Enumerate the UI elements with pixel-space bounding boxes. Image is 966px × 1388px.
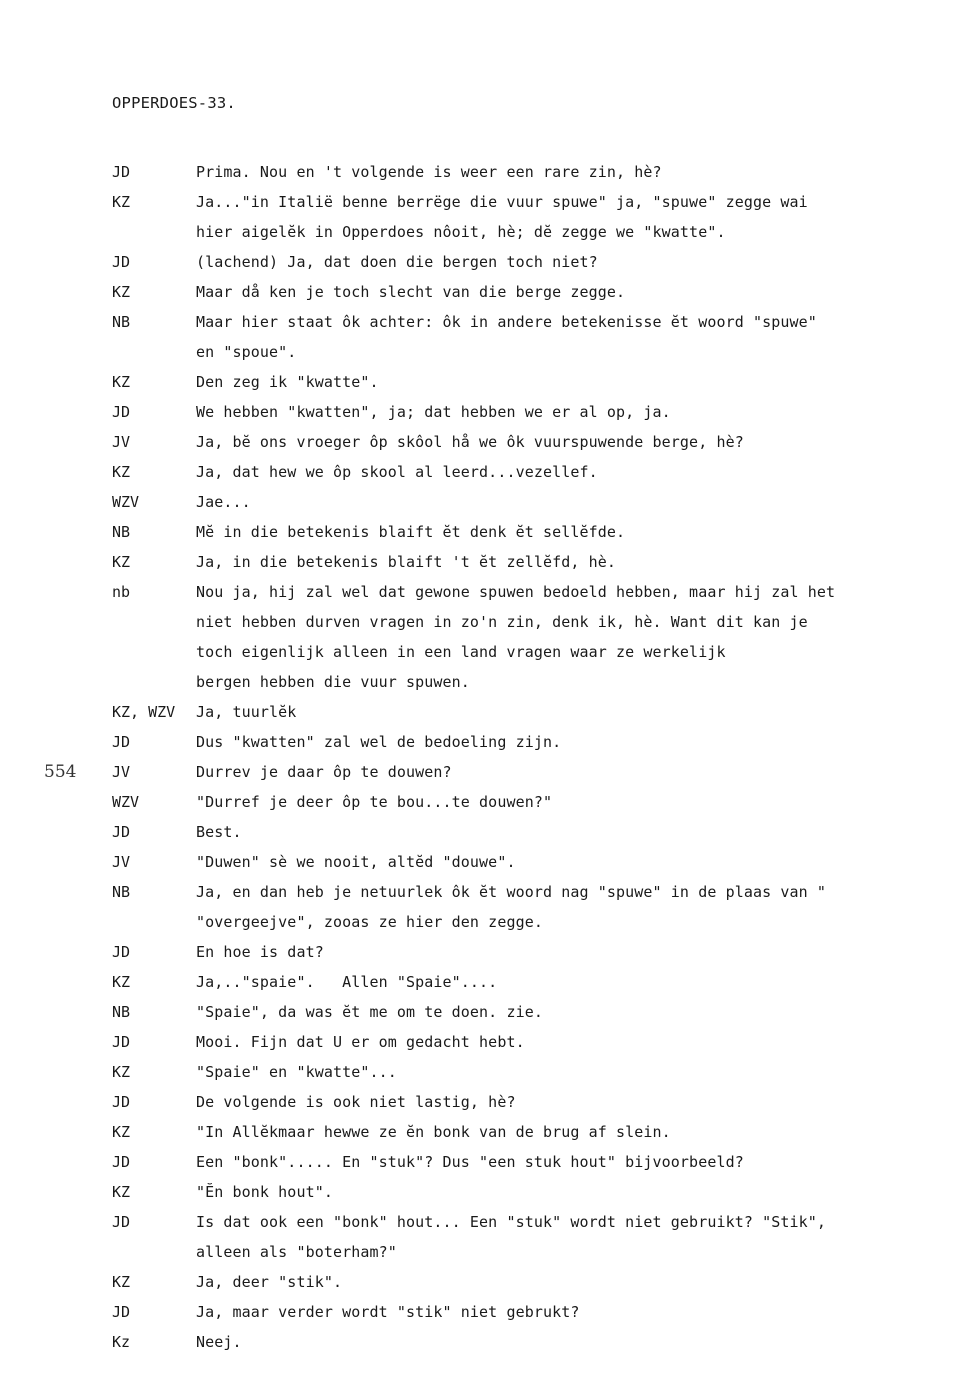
speaker-label: KZ — [112, 1183, 131, 1201]
transcript-entry — [112, 877, 962, 937]
speaker-label: JD — [112, 1303, 131, 1321]
utterance-text: Den zeg ik "kwatte". — [196, 373, 379, 391]
speaker-label: JV — [112, 763, 131, 781]
speaker-label: JD — [112, 1153, 131, 1171]
speaker-label: JD — [112, 163, 131, 181]
speaker-label: KZ — [112, 1123, 131, 1141]
utterance-text: Ja, tuurlĕk — [196, 703, 297, 721]
speaker-label: KZ — [112, 1063, 131, 1081]
speaker-label: WZV — [112, 793, 140, 811]
transcript-entry — [112, 397, 962, 427]
utterance-text: Dus "kwatten" zal wel de bedoeling zijn. — [196, 733, 562, 751]
speaker-label: NB — [112, 313, 131, 331]
speaker-label: WZV — [112, 493, 140, 511]
speaker-label: JV — [112, 433, 131, 451]
transcript-entry — [112, 367, 962, 397]
utterance-text: Ja,.."spaie". Allen "Spaie".... — [196, 973, 498, 991]
transcript-entry — [112, 757, 962, 787]
transcript-entry — [112, 187, 962, 247]
transcript-entry — [112, 997, 962, 1027]
transcript-entry — [112, 1327, 962, 1357]
page-header: OPPERDOES-33. — [112, 94, 236, 112]
utterance-text: Ja, dat hew we ôp skool al leerd...vezellef. — [196, 463, 598, 481]
transcript-entry — [112, 847, 962, 877]
speaker-label: NB — [112, 883, 131, 901]
speaker-label: JD — [112, 403, 131, 421]
utterance-text: Prima. Nou en 't volgende is weer een rare zin, hè? — [196, 163, 662, 181]
transcript-entry — [112, 937, 962, 967]
utterance-text: "Spaie" en "kwatte"... — [196, 1063, 397, 1081]
transcript-entry — [112, 157, 962, 187]
utterance-text: En hoe is dat? — [196, 943, 324, 961]
speaker-label: JD — [112, 733, 131, 751]
speaker-label: JD — [112, 1093, 131, 1111]
speaker-label: KZ — [112, 193, 131, 211]
utterance-text: Een "bonk"..... En "stuk"? Dus "een stuk hout" bijvoorbeeld? — [196, 1153, 744, 1171]
utterance-text: We hebben "kwatten", ja; dat hebben we er al op, ja. — [196, 403, 671, 421]
utterance-text: Ja, in die betekenis blaift 't ĕt zellĕfd, hè. — [196, 553, 617, 571]
transcript-entry — [112, 547, 962, 577]
speaker-label: KZ — [112, 553, 131, 571]
utterance-text: Maar då ken je toch slecht van die berge zegge. — [196, 283, 626, 301]
speaker-label: KZ — [112, 973, 131, 991]
utterance-text: "Durref je deer ôp te bou...te douwen?" — [196, 793, 553, 811]
transcript-entry — [112, 487, 962, 517]
utterance-text: Neej. — [196, 1333, 242, 1351]
transcript-entry — [112, 817, 962, 847]
transcript-entry — [112, 1267, 962, 1297]
transcript-entry — [112, 787, 962, 817]
utterance-text: Jae... — [196, 493, 251, 511]
transcript-entry — [112, 517, 962, 547]
utterance-text: (lachend) Ja, dat doen die bergen toch niet? — [196, 253, 598, 271]
utterance-text: Ja, maar verder wordt "stik" niet gebrukt? — [196, 1303, 580, 1321]
transcript — [112, 157, 962, 1357]
transcript-entry — [112, 427, 962, 457]
speaker-label: KZ, WZV — [112, 703, 176, 721]
utterance-text: Ja..."in Italië benne berrëge die vuur spuwe" ja, "spuwe" zegge wai hier aigelĕk in Opperdoes nôoit, hè; dĕ zegge we "kwatte". — [196, 193, 808, 241]
transcript-entry — [112, 1087, 962, 1117]
speaker-label: NB — [112, 523, 131, 541]
transcript-entry — [112, 727, 962, 757]
speaker-label: KZ — [112, 373, 131, 391]
transcript-entry — [112, 1207, 962, 1267]
utterance-text: Nou ja, hij zal wel dat gewone spuwen bedoeld hebben, maar hij zal het niet hebben durven vragen in zo'n zin, denk ik, hè. Want dit kan je toch eigenlijk alleen in een land vragen waar ze werkelijk bergen hebben die vuur spuwen. — [196, 583, 836, 691]
transcript-entry — [112, 307, 962, 367]
utterance-text: "In Allĕkmaar hewwe ze ĕn bonk van de brug af slein. — [196, 1123, 671, 1141]
utterance-text: Best. — [196, 823, 242, 841]
utterance-text: De volgende is ook niet lastig, hè? — [196, 1093, 516, 1111]
speaker-label: KZ — [112, 283, 131, 301]
utterance-text: "Spaie", da was ĕt me om te doen. zie. — [196, 1003, 543, 1021]
transcript-entry — [112, 247, 962, 277]
transcript-entry — [112, 1147, 962, 1177]
speaker-label: JD — [112, 1033, 131, 1051]
utterance-text: Mĕ in die betekenis blaift ĕt denk ĕt sellĕfde. — [196, 523, 626, 541]
utterance-text: Is dat ook een "bonk" hout... Een "stuk" wordt niet gebruikt? "Stik", alleen als "boterham?" — [196, 1213, 827, 1261]
speaker-label: JV — [112, 853, 131, 871]
margin-note: 554 — [44, 762, 77, 782]
speaker-label: nb — [112, 583, 131, 601]
transcript-entry — [112, 1117, 962, 1147]
speaker-label: JD — [112, 943, 131, 961]
speaker-label: KZ — [112, 1273, 131, 1291]
utterance-text: "Ĕn bonk hout". — [196, 1183, 333, 1201]
utterance-text: Mooi. Fijn dat U er om gedacht hebt. — [196, 1033, 525, 1051]
transcript-entry — [112, 1177, 962, 1207]
speaker-label: KZ — [112, 463, 131, 481]
transcript-entry — [112, 457, 962, 487]
utterance-text: Ja, en dan heb je netuurlek ôk ĕt woord nag "spuwe" in de plaas van " "overgeejve", zooas ze hier den zegge. — [196, 883, 827, 931]
transcript-entry — [112, 967, 962, 997]
speaker-label: JD — [112, 1213, 131, 1231]
utterance-text: "Duwen" sè we nooit, altĕd "douwe". — [196, 853, 516, 871]
transcript-entry — [112, 277, 962, 307]
transcript-entry — [112, 1057, 962, 1087]
transcript-entry — [112, 577, 962, 697]
utterance-text: Maar hier staat ôk achter: ôk in andere betekenisse ĕt woord "spuwe" en "spoue". — [196, 313, 817, 361]
transcript-entry — [112, 1297, 962, 1327]
utterance-text: Ja, deer "stik". — [196, 1273, 343, 1291]
utterance-text: Durrev je daar ôp te douwen? — [196, 763, 452, 781]
transcript-entry — [112, 697, 962, 727]
utterance-text: Ja, bĕ ons vroeger ôp skôol hå we ôk vuurspuwende berge, hè? — [196, 433, 744, 451]
speaker-label: JD — [112, 253, 131, 271]
transcript-entry — [112, 1027, 962, 1057]
speaker-label: JD — [112, 823, 131, 841]
speaker-label: NB — [112, 1003, 131, 1021]
speaker-label: Kz — [112, 1333, 131, 1351]
